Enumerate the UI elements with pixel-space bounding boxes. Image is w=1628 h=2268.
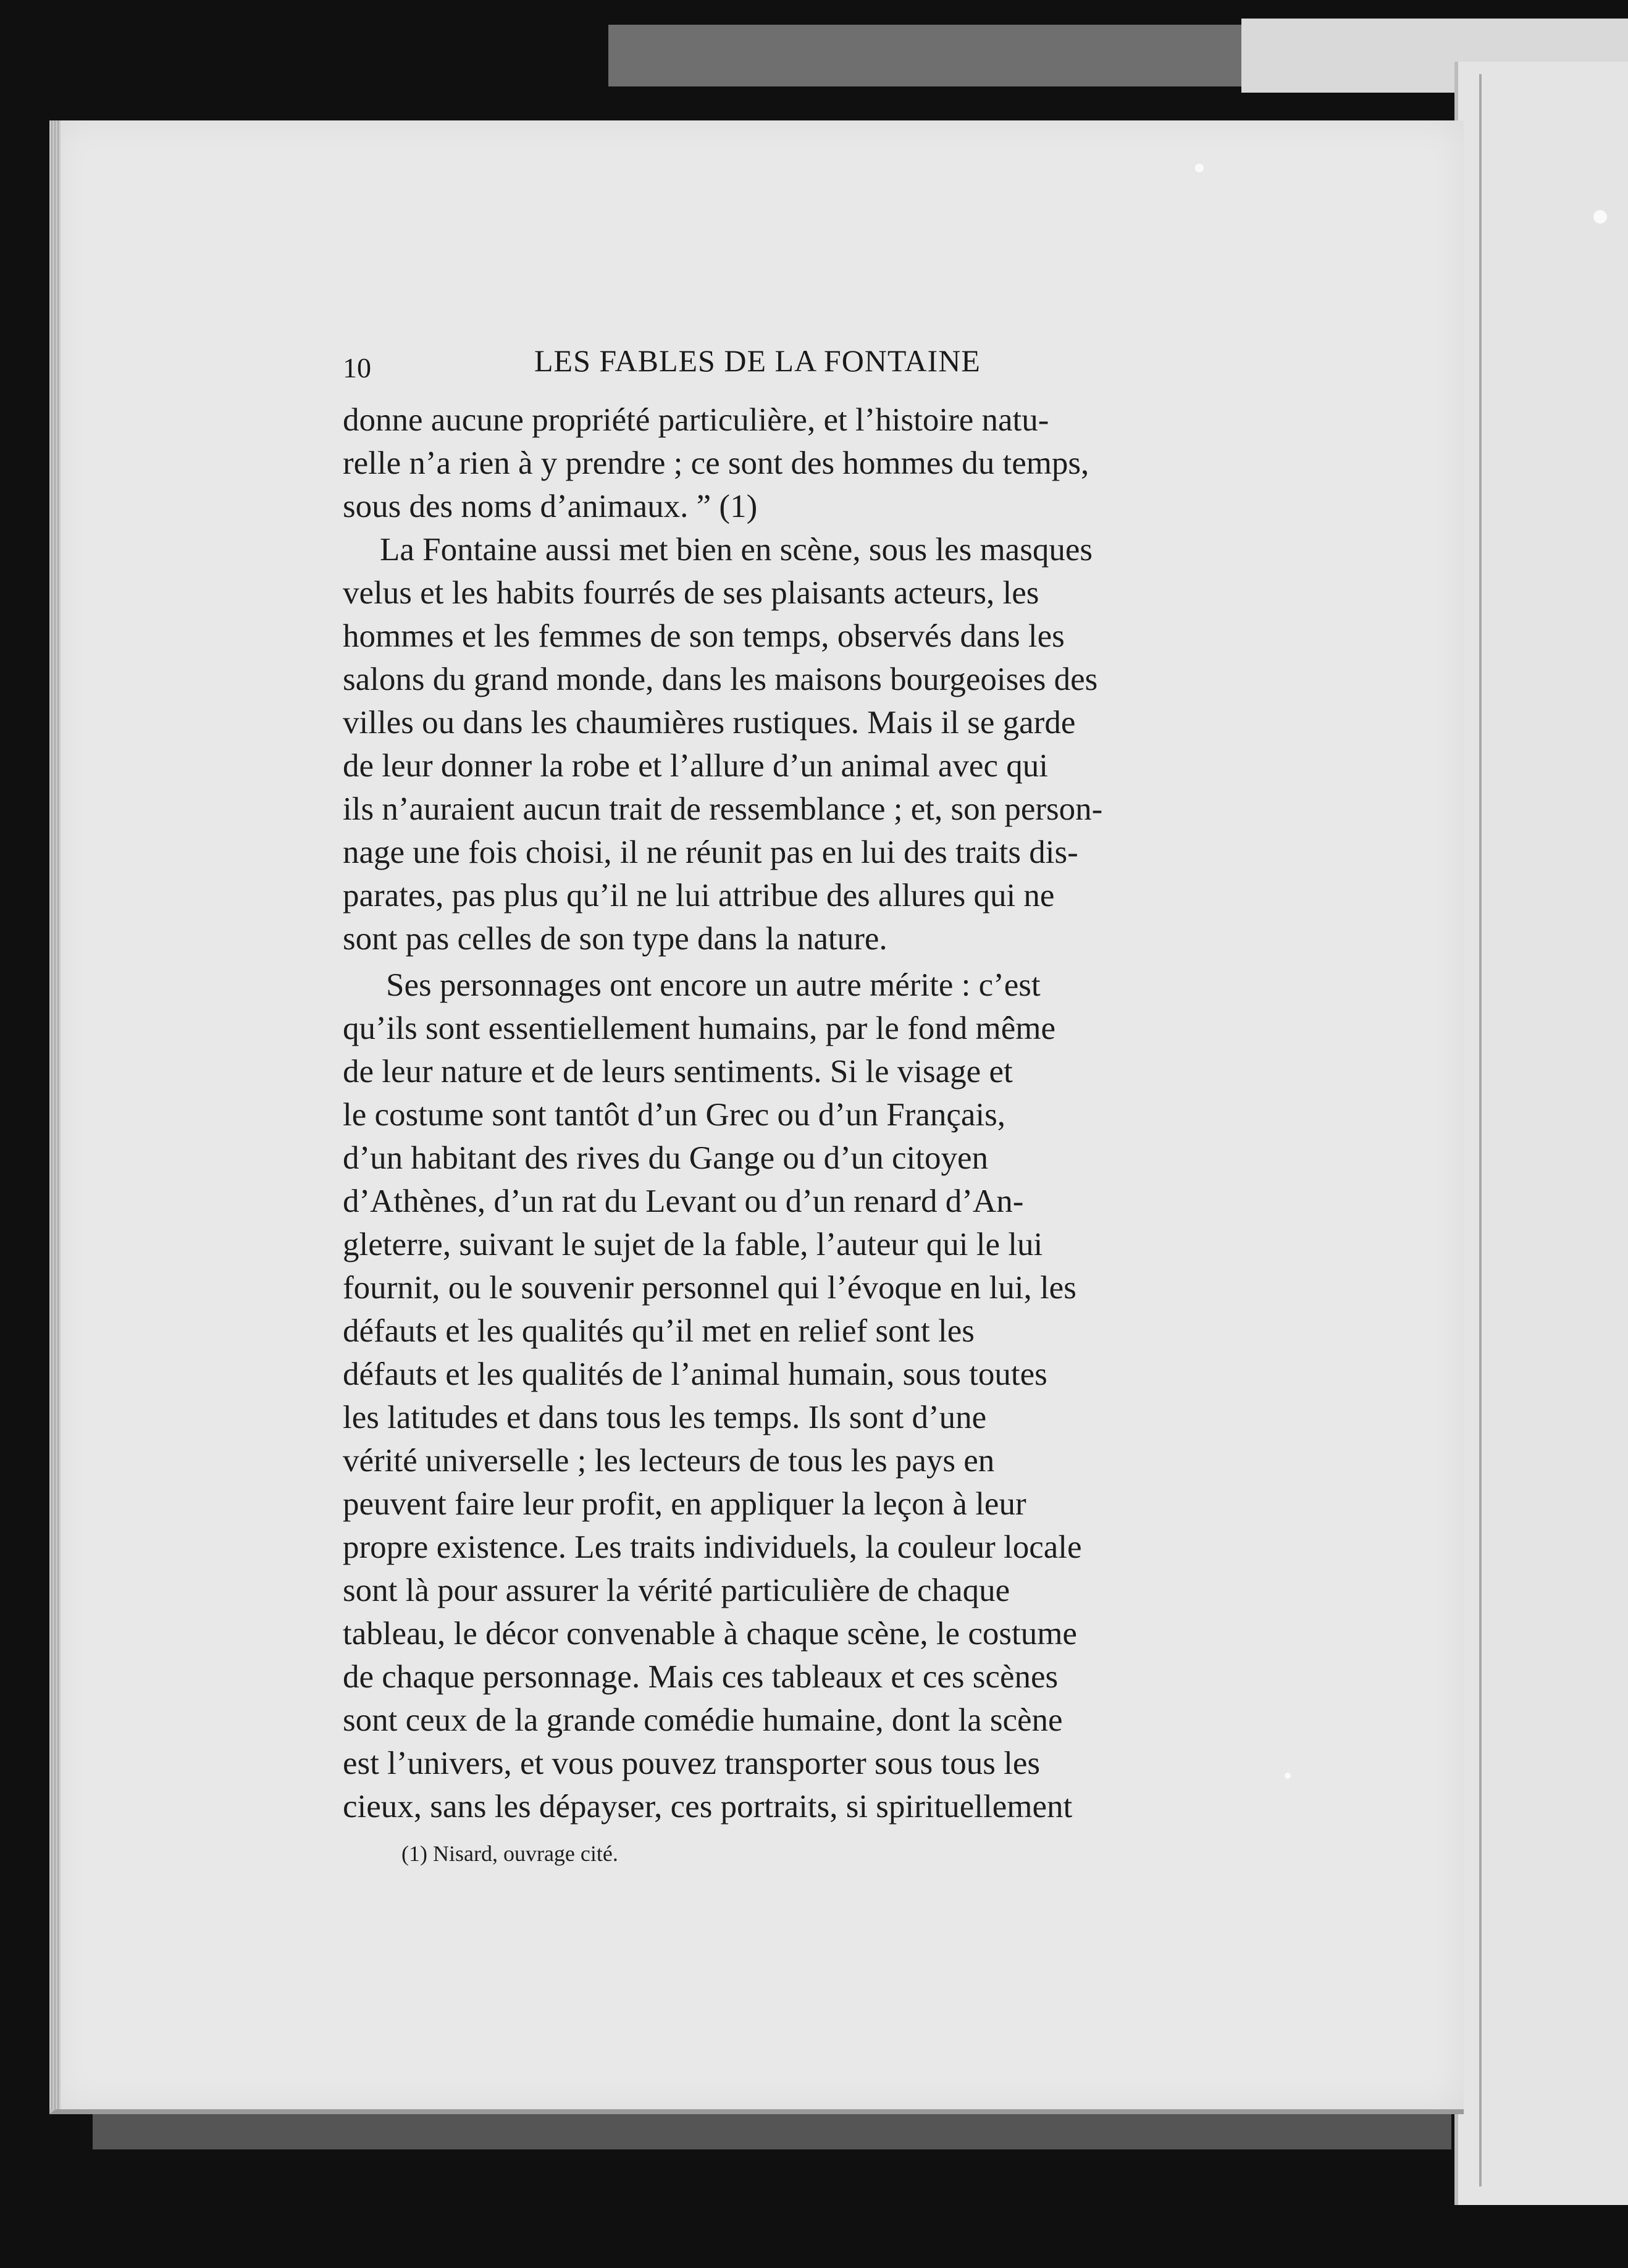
dust-speck [1593, 210, 1607, 224]
text-line: velus et les habits fourrés de ses plaisants acteurs, les [343, 575, 1039, 611]
text-line: vérité universelle ; les lecteurs de tous les pays en [343, 1443, 995, 1479]
text-line: fournit, ou le souvenir personnel qui l’évoque en lui, les [343, 1270, 1076, 1306]
running-title: LES FABLES DE LA FONTAINE [534, 343, 981, 378]
text-line: sont pas celles de son type dans la nature. [343, 921, 887, 957]
scanner-bed-strip [608, 25, 1241, 86]
text-line: La Fontaine aussi met bien en scène, sous les masques [380, 532, 1093, 568]
text-line: relle n’a rien à y prendre ; ce sont des hommes du temps, [343, 445, 1089, 481]
dust-speck [1285, 1773, 1291, 1779]
text-line: est l’univers, et vous pouvez transporter sous tous les [343, 1745, 1040, 1781]
page-stack-edges [49, 120, 61, 2109]
footnote: (1) Nisard, ouvrage cité. [401, 1841, 618, 1866]
text-line: défauts et les qualités qu’il met en relief sont les [343, 1313, 975, 1349]
text-line: propre existence. Les traits individuels, la couleur locale [343, 1529, 1082, 1565]
facing-page-fold [1479, 74, 1482, 2186]
text-line: ils n’auraient aucun trait de ressemblance ; et, son person- [343, 791, 1103, 827]
text-line: gleterre, suivant le sujet de la fable, l’auteur qui le lui [343, 1227, 1043, 1262]
text-line: le costume sont tantôt d’un Grec ou d’un Français, [343, 1097, 1005, 1133]
text-line: hommes et les femmes de son temps, observés dans les [343, 618, 1065, 654]
text-line: tableau, le décor convenable à chaque scène, le costume [343, 1616, 1077, 1652]
page-header [343, 343, 1257, 386]
text-line: peuvent faire leur profit, en appliquer la leçon à leur [343, 1486, 1026, 1522]
text-line: Ses personnages ont encore un autre mérite : c’est [386, 967, 1041, 1003]
text-line: défauts et les qualités de l’animal humain, sous toutes [343, 1356, 1047, 1392]
text-line: de leur donner la robe et l’allure d’un animal avec qui [343, 748, 1048, 784]
text-line: sont ceux de la grande comédie humaine, dont la scène [343, 1702, 1063, 1738]
text-line: salons du grand monde, dans les maisons bourgeoises des [343, 662, 1098, 697]
text-line: d’un habitant des rives du Gange ou d’un citoyen [343, 1140, 989, 1176]
page-number: 10 [343, 352, 371, 384]
text-line: de leur nature et de leurs sentiments. Si le visage et [343, 1054, 1013, 1090]
text-line: sous des noms d’animaux. ” (1) [343, 489, 758, 524]
text-line: parates, pas plus qu’il ne lui attribue des allures qui ne [343, 878, 1055, 914]
text-line: sont là pour assurer la vérité particulière de chaque [343, 1573, 1010, 1608]
text-line: de chaque personnage. Mais ces tableaux et ces scènes [343, 1659, 1059, 1695]
text-line: donne aucune propriété particulière, et l’histoire natu- [343, 402, 1049, 438]
text-line: villes ou dans les chaumières rustiques. Mais il se garde [343, 705, 1076, 741]
text-line: nage une fois choisi, il ne réunit pas en lui des traits dis- [343, 834, 1078, 870]
text-line: cieux, sans les dépayser, ces portraits, si spirituellement [343, 1789, 1073, 1825]
dust-speck [1195, 164, 1204, 172]
text-line: les latitudes et dans tous les temps. Ils sont d’une [343, 1400, 987, 1435]
text-line: qu’ils sont essentiellement humains, par le fond même [343, 1010, 1055, 1046]
text-line: d’Athènes, d’un rat du Levant ou d’un renard d’An- [343, 1183, 1024, 1219]
